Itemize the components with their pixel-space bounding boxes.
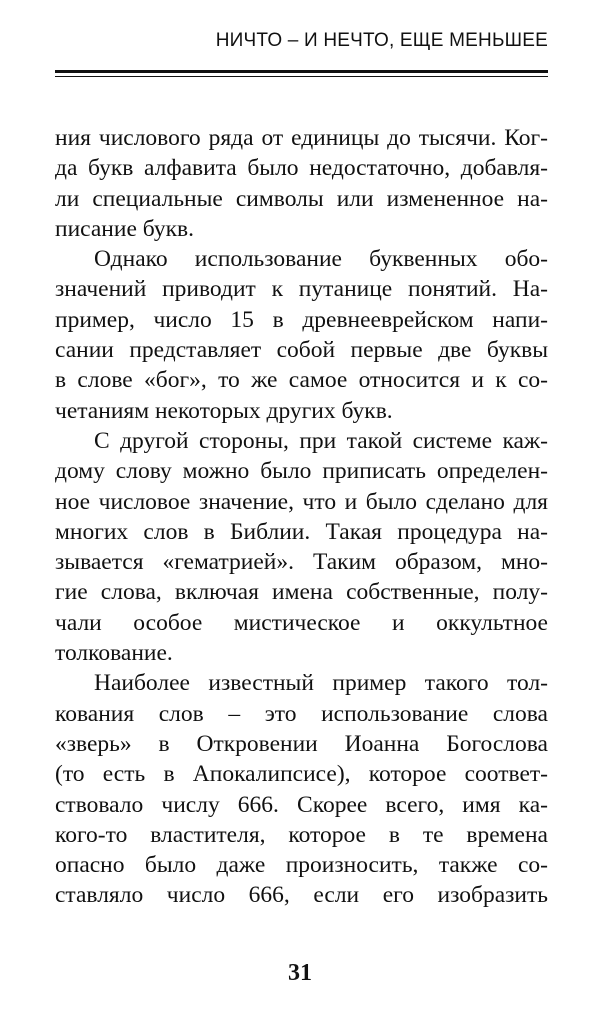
text-line: Наиболее известный пример такого тол-	[94, 670, 548, 697]
text-line: сании представляет собой первые две буквы	[55, 337, 548, 364]
text-line: ное числовое значение, что и было сделано для	[55, 488, 548, 515]
text-line: пример, число 15 в древнееврейском напи-	[55, 306, 548, 333]
text-line: в слове «бог», то же самое относится и к со-	[55, 367, 548, 394]
text-line: многих слов в Библии. Такая процедура на-	[55, 518, 548, 545]
text-line: ставляло число 666, если его изобразить	[55, 882, 548, 909]
text-line: Однако использование буквенных обо-	[94, 246, 548, 273]
text-line: чали особое мистическое и оккультное	[55, 609, 548, 636]
text-line: зывается «гематрией». Таким образом, мно-	[55, 549, 548, 576]
text-line: (то есть в Апокалипсисе), которое соответ-	[55, 761, 548, 788]
paragraph-1	[55, 123, 548, 244]
paragraph-4	[55, 668, 548, 910]
header-rule-thick	[55, 70, 548, 73]
text-line: кого-то властителя, которое в те времена	[55, 821, 548, 848]
text-line: четаниям некоторых других букв.	[55, 397, 393, 424]
text-line: да букв алфавита было недостаточно, добавля-	[55, 155, 548, 182]
page-number: 31	[288, 960, 312, 986]
text-line: «зверь» в Откровении Иоанна Богослова	[55, 730, 548, 757]
text-line: писание букв.	[55, 215, 194, 242]
text-line: кования слов – это использование слова	[55, 700, 548, 727]
text-line: гие слова, включая имена собственные, полу-	[55, 579, 548, 606]
text-line: С другой стороны, при такой системе каж-	[94, 427, 548, 454]
body-text	[55, 123, 548, 911]
text-line: ли специальные символы или измененное на-	[55, 185, 548, 212]
running-head: НИЧТО – И НЕЧТО, ЕЩЕ МЕНЬШЕЕ	[215, 30, 548, 51]
paragraph-3	[55, 426, 548, 668]
text-line: опасно было даже произносить, также со-	[55, 852, 548, 879]
text-line: ствовало числу 666. Скорее всего, имя ка-	[55, 791, 548, 818]
paragraph-2	[55, 244, 548, 426]
text-line: ния числового ряда от единицы до тысячи. Ког-	[55, 125, 548, 151]
text-line: дому слову можно было приписать определен-	[55, 458, 548, 485]
text-line: значений приводит к путанице понятий. На-	[55, 276, 548, 303]
header-rule-thin	[55, 76, 548, 77]
text-line: толкование.	[55, 640, 173, 667]
